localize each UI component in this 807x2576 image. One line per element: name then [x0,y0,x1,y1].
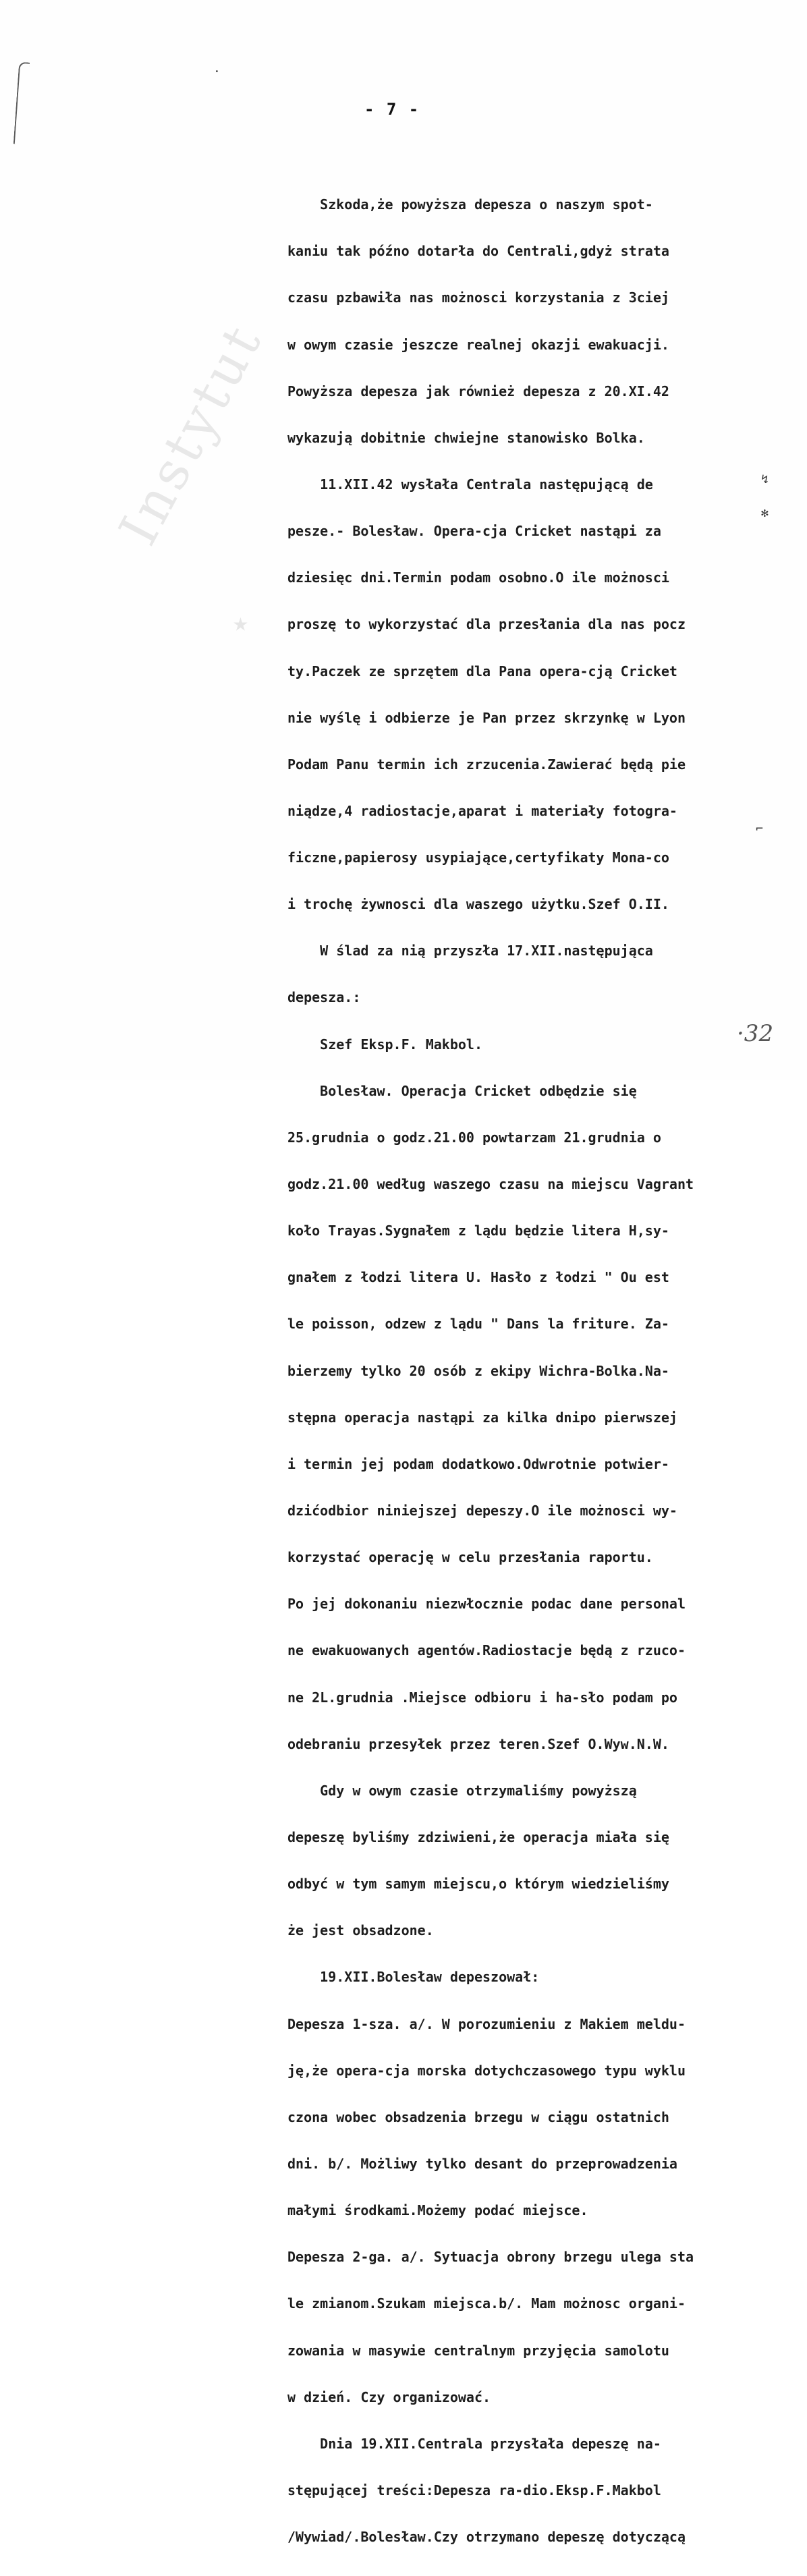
text-line: Szef Eksp.F. Makbol. [287,1036,482,1053]
archive-number: ·32 [737,1020,774,1047]
text-line: małymi środkami.Możemy podać miejsce. [287,2202,588,2219]
text-line: zowania w masywie centralnym przyjęcia samolotu [287,2342,669,2359]
text-line: ję,że opera-cja morska dotychczasowego typu wyklu [287,2062,686,2079]
text-line: depeszę byliśmy zdziwieni,że operacja miała się [287,1829,669,1846]
text-line: Dnia 19.XII.Centrala przysłała depeszę na- [287,2435,661,2452]
text-line: wykazują dobitnie chwiejne stanowisko Bolka. [287,429,645,446]
text-line: czona wobec obsadzenia brzegu w ciągu ostatnich [287,2108,669,2125]
text-line: ne 2L.grudnia .Miejsce odbioru i ha-sło podam po [287,1689,677,1706]
watermark-star-icon: ★ [233,607,248,637]
typed-body-text [287,166,773,2576]
text-line: dni. b/. Możliwy tylko desant do przeprowadzenia [287,2156,677,2172]
text-line: 11.XII.42 wysłała Centrala następującą de [287,476,653,493]
text-line: czasu pzbawiła nas możnosci korzystania z 3ciej [287,289,669,306]
text-line: 25.grudnia o godz.21.00 powtarzam 21.grudnia o [287,1129,661,1146]
text-line: że jest obsadzone. [287,1922,434,1939]
text-line: nie wyślę i odbierze je Pan przez skrzynkę w Lyon [287,709,686,726]
text-line: bierzemy tylko 20 osób z ekipy Wichra-Bolka.Na- [287,1362,669,1379]
text-line: Depesza 1-sza. a/. W porozumieniu z Makiem meldu- [287,2015,686,2032]
text-line: stępna operacja nastąpi za kilka dnipo pierwszej [287,1409,677,1426]
ink-speck: ⌐ [756,822,763,836]
ink-speck: · [213,65,221,79]
text-line: dziesięc dni.Termin podam osobno.O ile możnosci [287,569,669,586]
text-line: godz.21.00 według waszego czasu na miejscu Vagrant [287,1176,694,1193]
text-line: pesze.- Bolesław. Opera-cja Cricket nastąpi za [287,523,661,540]
text-line: i trochę żywnosci dla waszego użytku.Szef O.II. [287,896,669,913]
text-line: Gdy w owym czasie otrzymaliśmy powyższą [287,1782,637,1799]
text-line: depesza.: [287,989,361,1006]
ink-speck: ✻ [761,506,769,520]
text-line: odebraniu przesyłek przez teren.Szef O.Wyw.N.W. [287,1735,669,1752]
text-line: korzystać operację w celu przesłania raportu. [287,1549,653,1566]
text-line: /Wywiad/.Bolesław.Czy otrzymano depeszę dotyczącą [287,2529,686,2546]
text-line: niądze,4 radiostacje,aparat i materiały fotogra- [287,802,677,819]
text-line: stępującej treści:Depesza ra-dio.Eksp.F.Makbol [287,2482,661,2498]
text-line: w owym czasie jeszcze realnej okazji ewakuacji. [287,336,669,353]
text-line: proszę to wykorzystać dla przesłania dla nas pocz [287,616,686,633]
text-line: kaniu tak późno dotarła do Centrali,gdyż strata [287,243,669,260]
page-edge-mark [13,62,30,145]
text-line: gnałem z łodzi litera U. Hasło z łodzi " Ou est [287,1269,669,1286]
text-line: le poisson, odzew z lądu " Dans la friture. Za- [287,1316,669,1333]
text-line: Depesza 2-ga. a/. Sytuacja obrony brzegu ulega sta [287,2249,694,2266]
text-line: Podam Panu termin ich zrzucenia.Zawierać będą pie [287,756,686,773]
text-line: ty.Paczek ze sprzętem dla Pana opera-cją Cricket [287,663,677,679]
text-line: i termin jej podam dodatkowo.Odwrotnie potwier- [287,1455,669,1472]
text-line: ficzne,papierosy usypiające,certyfikaty Mona-co [287,849,669,866]
page-number: - 7 - [364,100,420,119]
text-line: Szkoda,że powyższa depesza o naszym spot- [287,196,653,213]
text-line: Powyższa depesza jak również depesza z 20.XI.42 [287,383,669,399]
text-line: Po jej dokonaniu niezwłocznie podac dane personal [287,1596,686,1613]
text-line: dzićodbior niniejszej depeszy.O ile możnosci wy- [287,1503,677,1519]
text-line: W ślad za nią przyszła 17.XII.następująca [287,943,653,959]
ink-speck: ↯ [761,472,769,486]
text-line: w dzień. Czy organizować. [287,2388,491,2405]
text-line: koło Trayas.Sygnałem z lądu będzie litera H,sy- [287,1223,669,1239]
text-line: le zmianom.Szukam miejsca.b/. Mam możnosc organi- [287,2295,686,2312]
text-line: odbyć w tym samym miejscu,o którym wiedzieliśmy [287,1876,669,1893]
text-line: Bolesław. Operacja Cricket odbędzie się [287,1082,637,1099]
text-line: 19.XII.Bolesław depeszował: [287,1969,540,1986]
institute-watermark: Instytut [108,313,275,555]
text-line: ne ewakuowanych agentów.Radiostacje będą z rzuco- [287,1642,686,1659]
